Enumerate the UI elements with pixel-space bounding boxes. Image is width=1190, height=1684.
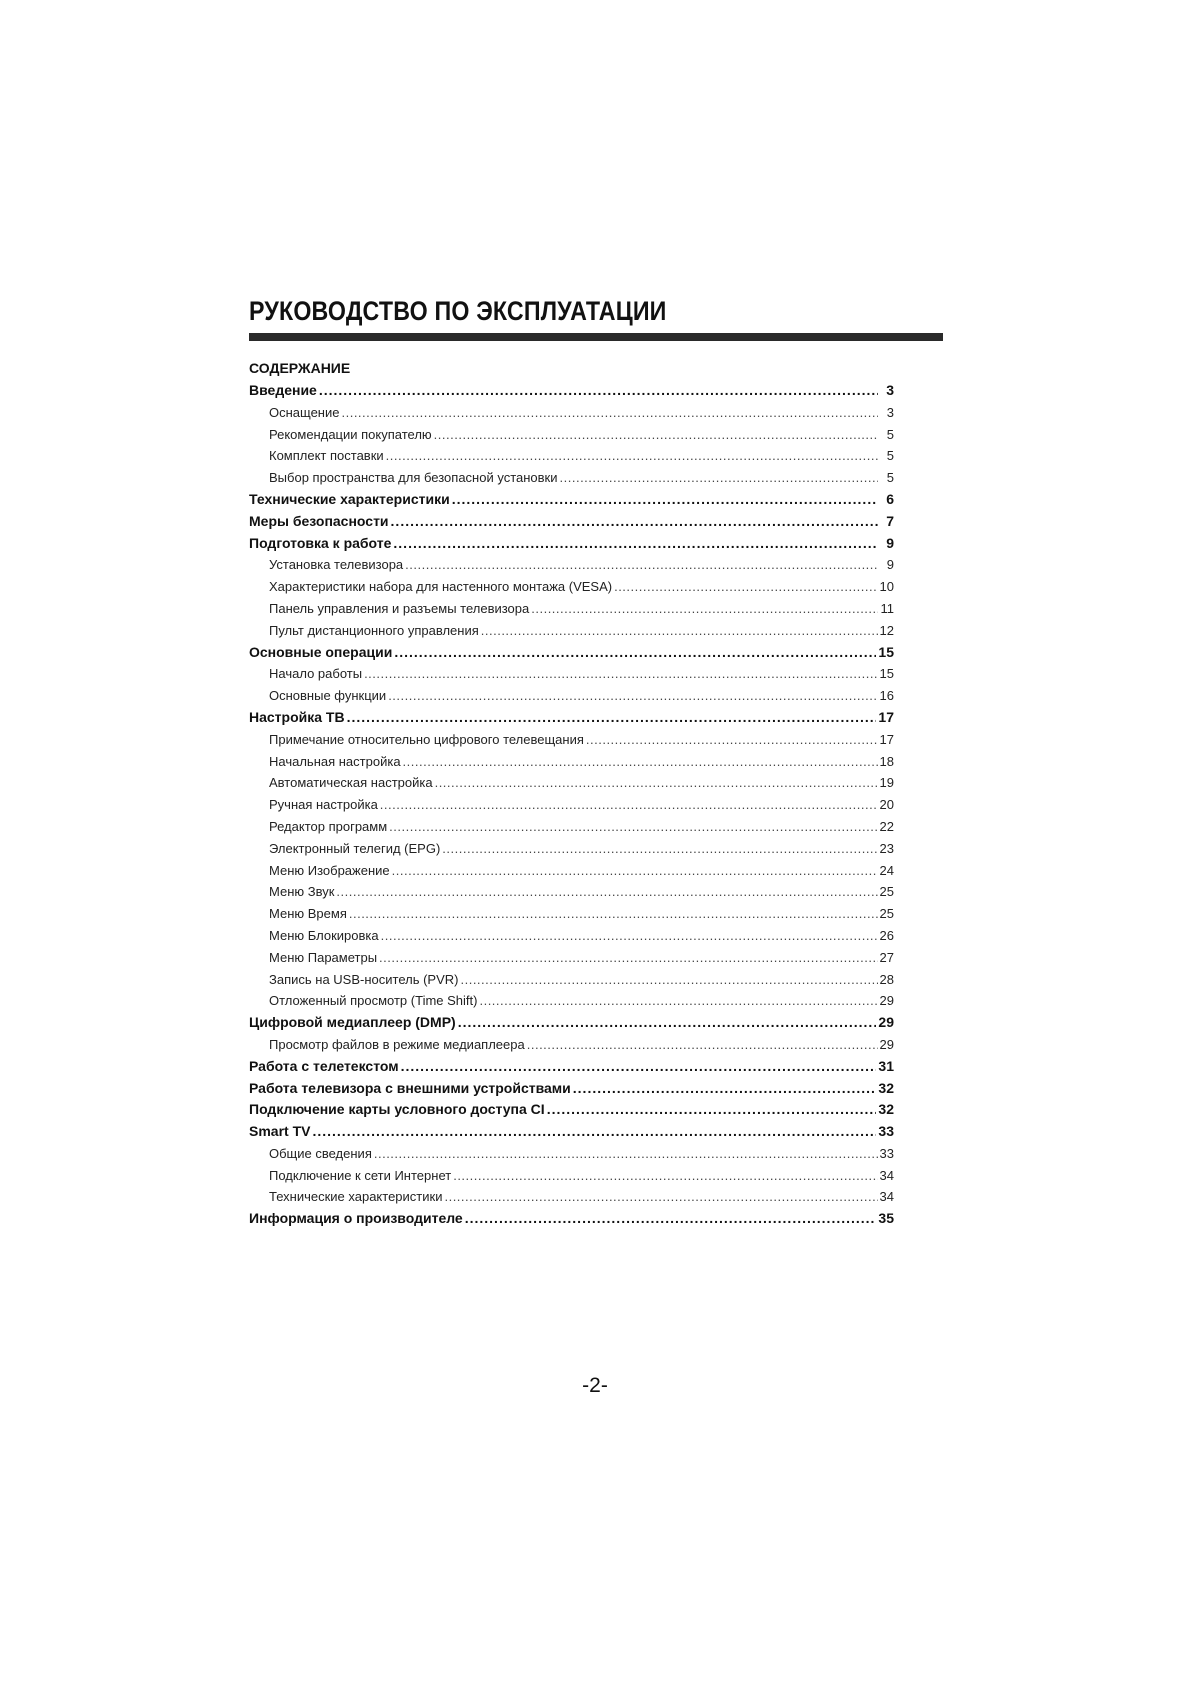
toc-entry-label: Подготовка к работе bbox=[249, 534, 392, 551]
toc-entry-page: 33 bbox=[879, 1145, 894, 1161]
toc-leader-dots bbox=[479, 990, 877, 1012]
toc-entry[interactable] bbox=[249, 1034, 894, 1056]
toc-entry[interactable] bbox=[249, 772, 894, 794]
toc-entry-page: 25 bbox=[879, 884, 894, 900]
toc-entry[interactable] bbox=[249, 1012, 894, 1034]
toc-entry-label: Настройка ТВ bbox=[249, 708, 345, 725]
toc-entry-label: Оснащение bbox=[269, 404, 340, 420]
toc-entry-page: 12 bbox=[879, 622, 894, 638]
toc-leader-dots bbox=[465, 1208, 877, 1230]
toc-entry[interactable] bbox=[249, 576, 894, 598]
toc-entry-label: Меню Звук bbox=[269, 884, 335, 900]
toc-entry-label: Характеристики набора для настенного монтажа (VESA) bbox=[269, 579, 613, 595]
toc-leader-dots bbox=[460, 969, 877, 991]
toc-entry-page: 29 bbox=[879, 993, 894, 1009]
toc-entry-label: Работа телевизора с внешними устройствами bbox=[249, 1079, 571, 1096]
toc-entry[interactable] bbox=[249, 642, 894, 664]
toc-entry-page: 25 bbox=[879, 906, 894, 922]
toc-entry-label: Технические характеристики bbox=[249, 490, 450, 507]
toc-entry-page: 6 bbox=[886, 490, 894, 507]
toc-entry[interactable] bbox=[249, 533, 894, 555]
toc-leader-dots bbox=[452, 489, 878, 511]
toc-entry-label: Отложенный просмотр (Time Shift) bbox=[269, 993, 478, 1009]
toc-entry[interactable] bbox=[249, 903, 894, 925]
toc-leader-dots bbox=[405, 554, 878, 576]
toc-entry-label: Просмотр файлов в режиме медиаплеера bbox=[269, 1036, 525, 1052]
toc-entry[interactable] bbox=[249, 816, 894, 838]
toc-entry-page: 10 bbox=[879, 579, 894, 595]
toc-leader-dots bbox=[458, 1012, 877, 1034]
toc-entry-page: 24 bbox=[879, 862, 894, 878]
toc-leader-dots bbox=[393, 533, 878, 555]
toc-entry[interactable] bbox=[249, 685, 894, 707]
toc-leader-dots bbox=[527, 1034, 878, 1056]
toc-leader-dots bbox=[389, 816, 877, 838]
toc-entry[interactable] bbox=[249, 380, 894, 402]
toc-leader-dots bbox=[434, 424, 878, 446]
toc-leader-dots bbox=[392, 860, 878, 882]
page-title: РУКОВОДСТВО ПО ЭКСПЛУАТАЦИИ bbox=[249, 296, 667, 326]
toc-entry-label: Меню Изображение bbox=[269, 862, 390, 878]
toc-entry-label: Основные операции bbox=[249, 643, 393, 660]
toc-entry[interactable] bbox=[249, 663, 894, 685]
toc-entry-label: Подключение к сети Интернет bbox=[269, 1167, 452, 1183]
toc-entry-label: Информация о производителе bbox=[249, 1210, 463, 1227]
toc-entry[interactable] bbox=[249, 554, 894, 576]
toc-leader-dots bbox=[312, 1121, 876, 1143]
toc-entry-label: Меню Параметры bbox=[269, 949, 378, 965]
toc-leader-dots bbox=[391, 511, 878, 533]
toc-entry-label: Технические характеристики bbox=[269, 1189, 443, 1205]
toc-leader-dots bbox=[401, 1056, 877, 1078]
toc-entry-label: Меню Время bbox=[269, 906, 347, 922]
toc-entry[interactable] bbox=[249, 402, 894, 424]
toc-entry-label: Рекомендации покупателю bbox=[269, 426, 432, 442]
toc-entry-page: 9 bbox=[886, 557, 894, 573]
toc-entry-label: Комплект поставки bbox=[269, 448, 384, 464]
toc-entry-page: 22 bbox=[879, 818, 894, 834]
toc-entry[interactable] bbox=[249, 1165, 894, 1187]
toc-leader-dots bbox=[444, 1186, 877, 1208]
toc-leader-dots bbox=[573, 1078, 877, 1100]
toc-entry[interactable] bbox=[249, 990, 894, 1012]
toc-entry-label: Smart TV bbox=[249, 1123, 311, 1140]
toc-entry-page: 5 bbox=[886, 426, 894, 442]
toc-leader-dots bbox=[374, 1143, 878, 1165]
toc-entry[interactable] bbox=[249, 947, 894, 969]
toc-entry-page: 32 bbox=[878, 1101, 894, 1118]
toc-leader-dots bbox=[560, 467, 878, 489]
toc-entry-page: 18 bbox=[879, 753, 894, 769]
toc-entry-page: 7 bbox=[886, 512, 894, 529]
toc-leader-dots bbox=[435, 772, 878, 794]
toc-entry-label: Выбор пространства для безопасной установки bbox=[269, 470, 558, 486]
toc-leader-dots bbox=[403, 751, 878, 773]
toc-entry[interactable] bbox=[249, 707, 894, 729]
toc-entry-page: 17 bbox=[879, 731, 894, 747]
toc-entry[interactable] bbox=[249, 925, 894, 947]
toc-entry-label: Цифровой медиаплеер (DMP) bbox=[249, 1014, 456, 1031]
toc-leader-dots bbox=[388, 685, 877, 707]
toc-leader-dots bbox=[319, 380, 878, 402]
toc-entry-page: 16 bbox=[879, 688, 894, 704]
toc-leader-dots bbox=[386, 445, 878, 467]
toc-entry[interactable] bbox=[249, 620, 894, 642]
toc-entry-page: 23 bbox=[879, 840, 894, 856]
toc-entry-label: Примечание относительно цифрового телевещания bbox=[269, 731, 584, 747]
toc-entry-page: 34 bbox=[879, 1167, 894, 1183]
toc-entry-label: Установка телевизора bbox=[269, 557, 404, 573]
toc-entry-label: Введение bbox=[249, 382, 317, 398]
toc-entry[interactable] bbox=[249, 598, 894, 620]
toc-leader-dots bbox=[380, 794, 878, 816]
toc-leader-dots bbox=[379, 947, 877, 969]
toc-leader-dots bbox=[347, 707, 877, 729]
toc-entry-page: 27 bbox=[879, 949, 894, 965]
toc-entry[interactable] bbox=[249, 729, 894, 751]
toc-entry-label: Редактор программ bbox=[269, 818, 388, 834]
toc-entry-label: Автоматическая настройка bbox=[269, 775, 433, 791]
toc-entry-label: Подключение карты условного доступа CI bbox=[249, 1101, 545, 1118]
toc-entry-label: Панель управления и разъемы телевизора bbox=[269, 600, 530, 616]
toc-entry-page: 17 bbox=[878, 708, 894, 725]
toc-entry[interactable] bbox=[249, 881, 894, 903]
toc-leader-dots bbox=[341, 402, 878, 424]
toc-leader-dots bbox=[442, 838, 877, 860]
toc-entry[interactable] bbox=[249, 1078, 894, 1100]
toc-leader-dots bbox=[364, 663, 877, 685]
toc-entry-page: 9 bbox=[886, 534, 894, 551]
toc-entry[interactable] bbox=[249, 1208, 894, 1230]
toc-entry[interactable] bbox=[249, 969, 894, 991]
toc-entry-page: 15 bbox=[878, 643, 894, 660]
toc-entry-label: Начало работы bbox=[269, 666, 363, 682]
toc-entry-page: 3 bbox=[886, 404, 894, 420]
toc-entry-label: Электронный телегид (EPG) bbox=[269, 840, 441, 856]
toc-entry-label: Запись на USB-носитель (PVR) bbox=[269, 971, 459, 987]
toc-entry-page: 5 bbox=[886, 448, 894, 464]
toc-entry-page: 5 bbox=[886, 470, 894, 486]
toc-entry[interactable] bbox=[249, 860, 894, 882]
toc-entry[interactable] bbox=[249, 1099, 894, 1121]
toc-leader-dots bbox=[531, 598, 878, 620]
toc-leader-dots bbox=[547, 1099, 877, 1121]
page-number: -2- bbox=[582, 1374, 608, 1397]
toc-leader-dots bbox=[481, 620, 878, 642]
toc-entry-page: 31 bbox=[878, 1057, 894, 1074]
toc-entry-page: 19 bbox=[879, 775, 894, 791]
toc-entry-page: 26 bbox=[879, 927, 894, 943]
toc-entry-label: Пульт дистанционного управления bbox=[269, 622, 479, 638]
toc-entry[interactable] bbox=[249, 1056, 894, 1078]
toc-entry[interactable] bbox=[249, 751, 894, 773]
toc-entry-page: 20 bbox=[879, 797, 894, 813]
toc-entry[interactable] bbox=[249, 489, 894, 511]
toc-leader-dots bbox=[614, 576, 877, 598]
toc-entry[interactable] bbox=[249, 1121, 894, 1143]
toc-entry[interactable] bbox=[249, 445, 894, 467]
toc-entry-page: 15 bbox=[879, 666, 894, 682]
toc-leader-dots bbox=[394, 642, 876, 664]
toc-entry[interactable] bbox=[249, 1186, 894, 1208]
toc-leader-dots bbox=[349, 903, 878, 925]
contents-heading: СОДЕРЖАНИЕ bbox=[249, 360, 351, 376]
toc-entry-page: 28 bbox=[879, 971, 894, 987]
toc-entry[interactable] bbox=[249, 511, 894, 533]
toc-entry-label: Общие сведения bbox=[269, 1145, 372, 1161]
toc-entry-label: Ручная настройка bbox=[269, 797, 378, 813]
toc-leader-dots bbox=[586, 729, 878, 751]
toc-entry-label: Основные функции bbox=[269, 688, 387, 704]
toc-leader-dots bbox=[381, 925, 878, 947]
title-underline bbox=[249, 333, 943, 341]
toc-leader-dots bbox=[336, 881, 877, 903]
toc-entry-page: 29 bbox=[878, 1014, 894, 1031]
toc-entry[interactable] bbox=[249, 1143, 894, 1165]
toc-entry-page: 35 bbox=[878, 1210, 894, 1227]
toc-entry-page: 3 bbox=[886, 382, 894, 398]
toc-entry-page: 32 bbox=[878, 1079, 894, 1096]
toc-entry[interactable] bbox=[249, 838, 894, 860]
toc-entry-label: Меры безопасности bbox=[249, 512, 389, 529]
toc-entry-label: Начальная настройка bbox=[269, 753, 401, 769]
toc-entry-label: Работа с телетекстом bbox=[249, 1057, 399, 1074]
toc-entry-page: 11 bbox=[880, 600, 894, 616]
toc-entry[interactable] bbox=[249, 467, 894, 489]
table-of-contents bbox=[249, 380, 894, 1230]
toc-entry[interactable] bbox=[249, 794, 894, 816]
toc-entry-page: 33 bbox=[878, 1123, 894, 1140]
toc-leader-dots bbox=[453, 1165, 877, 1187]
toc-entry-label: Меню Блокировка bbox=[269, 927, 379, 943]
toc-entry-page: 34 bbox=[879, 1189, 894, 1205]
toc-entry-page: 29 bbox=[879, 1036, 894, 1052]
toc-entry[interactable] bbox=[249, 424, 894, 446]
